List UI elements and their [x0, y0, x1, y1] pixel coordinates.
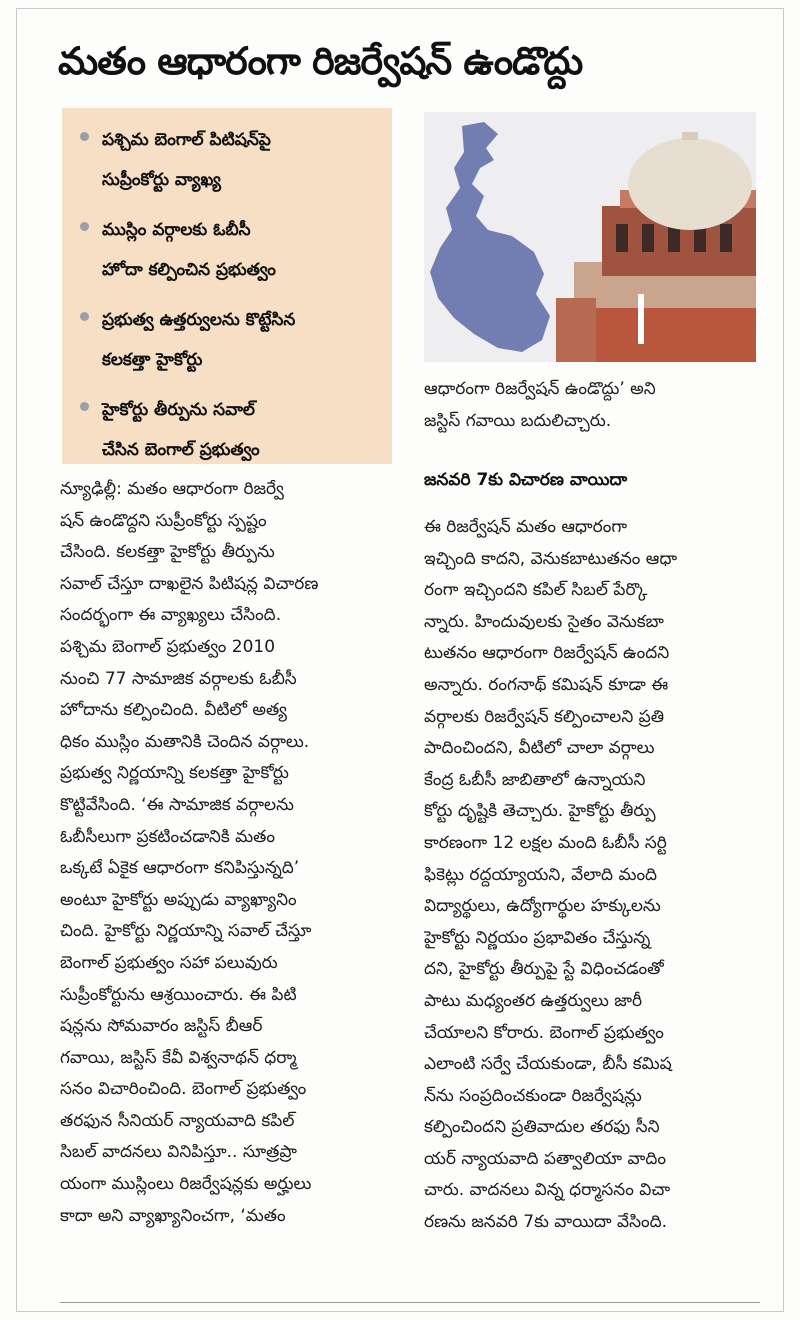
summary-bullet-line: కలకత్తా హైకోర్టు [102, 350, 203, 370]
body-line: న్యూఢిల్లీ: మతం ఆధారంగా రిజర్వే [60, 479, 284, 499]
body-line: తరఫున సీనియర్ న్యాయవాది కపిల్ [60, 1110, 295, 1131]
subheading: జనవరి 7కు విచారణ వాయిదా [424, 470, 628, 490]
summary-bullet-line: హైకోర్టు తీర్పును సవాల్ [102, 400, 255, 420]
summary-bullet-line: హోదా కల్పించిన ప్రభుత్వం [102, 260, 276, 280]
body-line: హోదాను కల్పించింది. వీటిలో అత్య [60, 700, 287, 721]
body-line: చింది. హైకోర్టు నిర్ణయాన్ని సవాల్ చేస్తూ [60, 921, 312, 942]
body-line: ప్రభుత్వ నిర్ణయాన్ని కలకత్తా హైకోర్టు [60, 763, 289, 784]
summary-bullet-line: పశ్చిమ బెంగాల్ పిటిషన్‌పై [102, 130, 271, 150]
body-line: ఆధారంగా రిజర్వేషన్ ఉండొద్దు’ అని [424, 379, 656, 399]
body-line: కేంద్ర ఓబీసీ జాబితాలో ఉన్నాయని [424, 769, 646, 790]
body-line: ఎలాంటి సర్వే చేయకుండా, బీసీ కమిష [424, 1054, 672, 1075]
body-line: కొట్టివేసింది. ‘ఈ సామాజిక వర్గాలను [60, 794, 294, 815]
body-line: షన్లను సోమవారం జస్టిస్ బీఆర్ [60, 1016, 263, 1037]
body-line: సవాల్ చేస్తూ దాఖలైన పిటిషన్ల విచారణ [60, 573, 319, 594]
article-photo [424, 112, 756, 362]
summary-bullet [76, 120, 382, 200]
body-line: ఓబీసీలుగా ప్రకటించడానికి మతం [60, 826, 275, 847]
right-column [424, 512, 756, 1239]
right-continuation [424, 374, 756, 437]
body-line: టుతనం ఆధారంగా రిజర్వేషన్ ఉందని [424, 643, 670, 664]
body-line: షన్ ఉండొద్దని సుప్రీంకోర్టు స్పష్టం [60, 510, 267, 531]
body-line: సిబల్ వాదనలు వినిపిస్తూ.. సూత్రప్రా [60, 1142, 297, 1163]
headline: మతం ఆధారంగా రిజర్వేషన్ ఉండొద్దు [58, 39, 583, 83]
body-line: సనం విచారించింది. బెంగాల్ ప్రభుత్వం [60, 1079, 307, 1100]
body-line: కల్పించిందని ప్రతివాదుల తరఫు సీని [424, 1117, 660, 1138]
summary-bullet-line: ప్రభుత్వ ఉత్తర్వులను కొట్టేసిన [102, 310, 296, 330]
body-line: నుంచి 77 సామాజిక వర్గాలకు ఓబీసీ [60, 668, 297, 689]
summary-bullet-line: ముస్లిం వర్గాలకు ఓబీసీ [102, 220, 251, 240]
summary-bullet [76, 300, 382, 380]
body-line: ధికం ముస్లిం మతానికి చెందిన వర్గాలు. [60, 731, 310, 752]
body-line: యంగా ముస్లింలు రిజర్వేషన్లకు అర్హులు [60, 1174, 312, 1195]
body-line: వర్గాలకు రిజర్వేషన్ కల్పించాలని ప్రతి [424, 706, 665, 727]
body-line: బెంగాల్ ప్రభుత్వం సహా పలువురు [60, 952, 278, 973]
body-line: ఫికెట్లు రద్దయ్యాయని, వేలాది మంది [424, 864, 658, 885]
body-line: విద్యార్థులు, ఉద్యోగార్థుల హక్కులను [424, 896, 661, 917]
body-line: అంటూ హైకోర్టు అప్పుడు వ్యాఖ్యానిం [60, 889, 297, 910]
summary-bullet [76, 390, 382, 470]
body-line: ఒక్కటే ఏకైక ఆధారంగా కనిపిస్తున్నది’ [60, 858, 300, 879]
bullet-dot-icon [80, 222, 89, 231]
photo-illustration [424, 112, 756, 362]
summary-bullet-line: చేసిన బెంగాల్ ప్రభుత్వం [102, 440, 260, 460]
left-column [60, 474, 392, 1232]
body-line: హైకోర్టు నిర్ణయం ప్రభావితం చేస్తున్న [424, 927, 651, 948]
body-line: ఇచ్చింది కాదని, వెనుకబాటుతనం ఆధా [424, 548, 678, 569]
body-line: రణను జనవరి 7కు వాయిదా వేసింది. [424, 1212, 668, 1233]
body-line: ఈ రిజర్వేషన్ మతం ఆధారంగా [424, 517, 627, 537]
body-line: అన్నారు. రంగనాథ్ కమిషన్ కూడా ఈ [424, 674, 669, 695]
body-line: సందర్భంగా ఈ వ్యాఖ్యలు చేసింది. [60, 605, 282, 626]
body-line: పశ్చిమ బెంగాల్ ప్రభుత్వం 2010 [60, 636, 276, 657]
body-line: యర్ న్యాయవాది పత్వాలియా వాదిం [424, 1148, 666, 1169]
body-line: చేసింది. కలకత్తా హైకోర్టు తీర్పును [60, 542, 275, 563]
body-line: న్నారు. హిందువులకు సైతం వెనుకబా [424, 611, 664, 632]
body-line: సుప్రీంకోర్టును ఆశ్రయించారు. ఈ పిటి [60, 984, 297, 1005]
body-line: రంగా ఇచ్చిందని కపిల్ సిబల్ పేర్కొ [424, 580, 648, 601]
bullet-dot-icon [80, 402, 89, 411]
body-line: చేయాలని కోరారు. బెంగాల్ ప్రభుత్వం [424, 1022, 664, 1043]
body-line: కారణంగా 12 లక్షల మంది ఓబీసీ సర్టి [424, 832, 667, 853]
body-line: పాదించిందని, వీటిలో చాలా వర్గాలు [424, 738, 655, 759]
body-line: దని, హైకోర్టు తీర్పుపై స్టే విధించడంతో [424, 959, 664, 980]
body-line: పాటు మధ్యంతర ఉత్తర్వులు జారీ [424, 990, 643, 1011]
body-line: చారు. వాదనలు విన్న ధర్మాసనం విచా [424, 1180, 671, 1201]
bullet-dot-icon [80, 132, 89, 141]
summary-bullet-line: సుప్రీంకోర్టు వ్యాఖ్య [102, 170, 221, 190]
body-line: గవాయి, జస్టిస్ కేవీ విశ్వనాథన్ ధర్మా [60, 1047, 297, 1068]
body-line: న్‌ను సంప్రదించకుండా రిజర్వేషన్లు [424, 1085, 642, 1106]
body-line: జస్టిస్ గవాయి బదులిచ్చారు. [424, 410, 612, 431]
bullet-dot-icon [80, 312, 89, 321]
body-line: కోర్టు దృష్టికి తెచ్చారు. హైకోర్టు తీర్పు [424, 801, 656, 822]
summary-bullet [76, 210, 382, 290]
summary-box [62, 108, 392, 464]
bottom-divider [60, 1302, 760, 1303]
body-line: కాదా అని వ్యాఖ్యానించగా, ‘మతం [60, 1205, 286, 1226]
